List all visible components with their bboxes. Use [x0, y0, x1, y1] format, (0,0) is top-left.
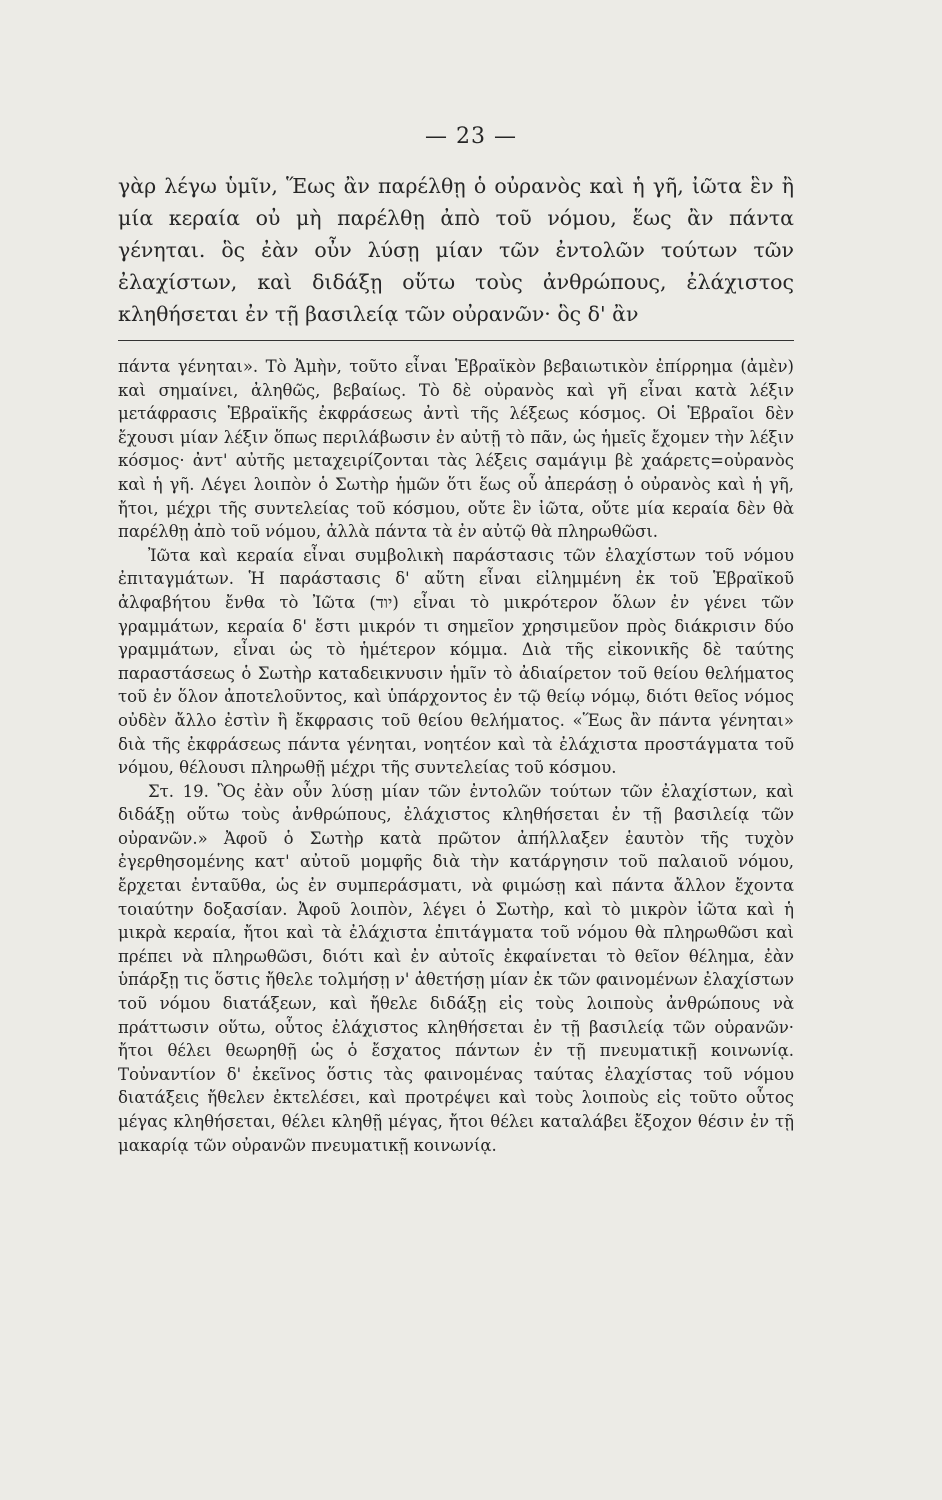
page-content [118, 170, 794, 1157]
separator-rule [118, 340, 794, 341]
page-number: — 23 — [425, 124, 517, 149]
commentary [118, 355, 794, 1157]
commentary-paragraph-1: πάντα γένηται». Τὸ Ἀμὴν, τοῦτο εἶναι Ἑβραϊκὸν βεβαιωτικὸν ἐπίρρημα (ἀμὲν) καὶ σημαίνει, ἀληθῶς, βεβαίως. Τὸ δὲ οὐρανὸς καὶ γῆ εἶναι κατὰ λέξιν μετάφρασις Ἑβραϊκῆς ἐκφράσεως ἀντὶ τῆς λέξεως κόσμος. Οἱ Ἑβραῖοι δὲν ἔχουσι μίαν λέξιν ὅπως περιλάβωσιν ἐν αὐτῇ τὸ πᾶν, ὡς ἡμεῖς ἔχομεν τὴν λέξιν κόσμος· ἀντ' αὐτῆς μεταχειρίζονται τὰς λέξεις σαμάγιμ βὲ χαάρετς=οὐρανὸς καὶ ἡ γῆ. Λέγει λοιπὸν ὁ Σωτὴρ ἡμῶν ὅτι ἕως οὗ ἀπεράσῃ ὁ οὐρανὸς καὶ ἡ γῆ, ἤτοι, μέχρι τῆς συντελείας τοῦ κόσμου, οὔτε ἓν ἰῶτα, οὔτε μία κεραία δὲν θὰ παρέλθῃ ἀπὸ τοῦ νόμου, ἀλλὰ πάντα τὰ ἐν αὐτῷ θὰ πληρωθῶσι. [118, 357, 794, 542]
gospel-verse-text: γὰρ λέγω ὑμῖν, Ἕως ἂν παρέλθῃ ὁ οὐρανὸς καὶ ἡ γῆ, ἰῶτα ἓν ἢ μία κεραία οὐ μὴ παρέλθῃ ἀπὸ τοῦ νόμου, ἕως ἂν πάντα γένηται. ὃς ἐὰν οὖν λύσῃ μίαν τῶν ἐντολῶν τούτων τῶν ἐλαχίστων, καὶ διδάξῃ οὕτω τοὺς ἀνθρώπους, ἐλάχιστος κληθήσεται ἐν τῇ βασιλείᾳ τῶν οὐρανῶν· ὃς δ' ἂν [118, 174, 794, 326]
commentary-paragraph-3: Στ. 19. Ὃς ἐὰν οὖν λύσῃ μίαν τῶν ἐντολῶν τούτων τῶν ἐλαχίστων, καὶ διδάξῃ οὕτω τοὺς ἀνθρώπους, ἐλάχιστος κληθήσεται ἐν τῇ βασιλείᾳ τῶν οὐρανῶν.» Ἀφοῦ ὁ Σωτὴρ κατὰ πρῶτον ἀπήλλαξεν ἑαυτὸν τῆς τυχὸν ἐγερθησομένης κατ' αὐτοῦ μομφῆς διὰ τὴν κατάργησιν τοῦ παλαιοῦ νόμου, ἔρχεται ἐνταῦθα, ὡς ἐν συμπεράσματι, νὰ φιμώσῃ καὶ πάντα ἄλλον ἔχοντα τοιαύτην δοξασίαν. Ἀφοῦ λοιπὸν, λέγει ὁ Σωτὴρ, καὶ τὸ μικρὸν ἰῶτα καὶ ἡ μικρὰ κεραία, ἤτοι καὶ τὰ ἐλάχιστα ἐπιτάγματα τοῦ νόμου θὰ πληρωθῶσι καὶ πρέπει νὰ πληρωθῶσι, διότι καὶ ἐν αὐτοῖς ἐκφαίνεται τὸ θεῖον θέλημα, ἐὰν ὑπάρξῃ τις ὅστις ἤθελε τολμήσῃ ν' ἀθετήσῃ μίαν ἐκ τῶν φαινομένων ἐλαχίστων τοῦ νόμου διατάξεων, καὶ ἤθελε διδάξῃ εἰς τοὺς λοιποὺς ἀνθρώπους νὰ πράττωσιν οὕτω, οὗτος ἐλάχιστος κληθήσεται ἐν τῇ βασιλείᾳ τῶν οὐρανῶν· ἤτοι θέλει θεωρηθῇ ὡς ὁ ἔσχατος πάντων ἐν τῇ πνευματικῇ κοινωνίᾳ. Τοὐναντίον δ' ἐκεῖνος ὅστις τὰς φαινομένας ταύτας ἐλαχίστας τοῦ νόμου διατάξεις ἤθελεν ἐκτελέσει, καὶ προτρέψει καὶ τοὺς λοιποὺς εἰς τοῦτο οὗτος μέγας κληθήσεται, θέλει κληθῇ μέγας, ἤτοι θέλει καταλάβει ἔξοχον θέσιν ἐν τῇ μακαρίᾳ τῶν οὐρανῶν πνευματικῇ κοινωνίᾳ. [118, 781, 794, 1155]
commentary-paragraph-2: Ἰῶτα καὶ κεραία εἶναι συμβολικὴ παράστασις τῶν ἐλαχίστων τοῦ νόμου ἐπιταγμάτων. Ἡ παράστασις δ' αὕτη εἶναι εἰλημμένη ἐκ τοῦ Ἑβραϊκοῦ ἀλφαβήτου ἔνθα τὸ Ἰῶτα (יוד) εἶναι τὸ μικρότερον ὅλων ἐν γένει τῶν γραμμάτων, κεραία δ' ἔστι μικρόν τι σημεῖον χρησιμεῦον πρὸς διάκρισιν δύο γραμμάτων, εἶναι ὡς τὸ ἡμέτερον κόμμα. Διὰ τῆς εἰκονικῆς δὲ ταύτης παραστάσεως ὁ Σωτὴρ καταδεικνυσιν ἡμῖν τὸ ἀδιαίρετον τοῦ θείου θελήματος τοῦ ἐν ὅλον ἀποτελοῦντος, καὶ ὑπάρχοντος ἐν τῷ θείῳ νόμῳ, διότι θεῖος νόμος οὐδὲν ἄλλο ἐστὶν ἢ ἔκφρασις τοῦ θείου θελήματος. «Ἕως ἂν πάντα γένηται» διὰ τῆς ἐκφράσεως πάντα γένηται, νοητέον καὶ τὰ ἐλάχιστα προστάγματα τοῦ νόμου, θέλουσι πληρωθῇ μέχρι τῆς συντελείας τοῦ κόσμου. [118, 545, 795, 778]
